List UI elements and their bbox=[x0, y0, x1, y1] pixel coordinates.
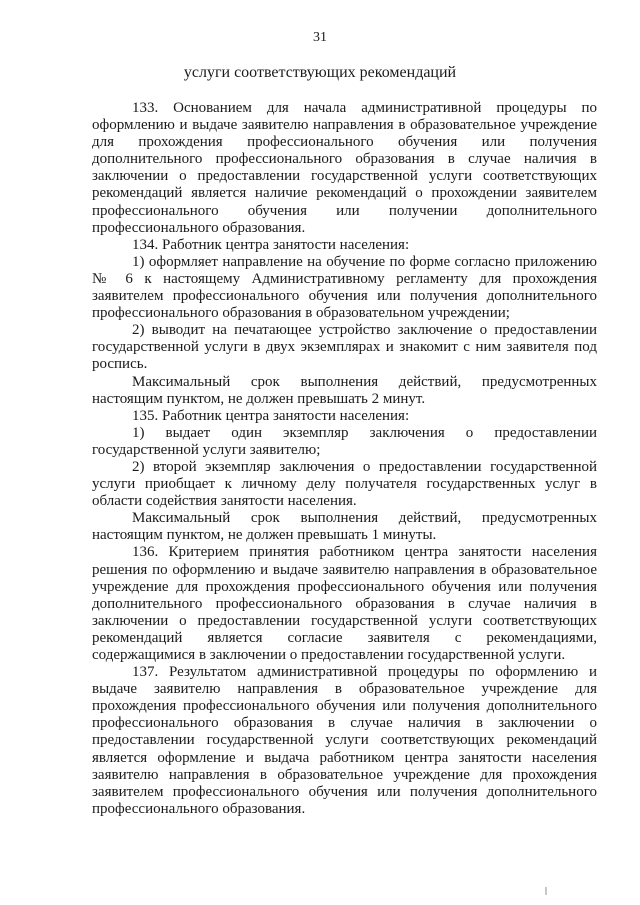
paragraph-135-item-1: 1) выдает один экземпляр заключения о предоставлении государственной услуги заявителю; bbox=[92, 424, 597, 458]
paragraph-135-time-limit: Максимальный срок выполнения действий, предусмотренных настоящим пунктом, не должен превышать 1 минуты. bbox=[92, 510, 597, 544]
paragraph-135-item-2: 2) второй экземпляр заключения о предоставлении государственной услуги приобщает к личному делу получателя государственных услуг в области содействия занятости населения. bbox=[92, 458, 597, 510]
paragraph-135: 135. Работник центра занятости населения: bbox=[132, 407, 410, 424]
paragraph-136: 136. Критерием принятия работником центра занятости населения решения по оформлению и выдаче заявителю направления в образовательное учреждение для прохождения профессионального обучения или получения дополнительного профессионального образования в случае наличия в заключении о предоставлении государственной услуги соответствующих рекомендаций является согласие заявителя с рекомендациями, содержащимися в заключении о предоставлении государственной услуги. bbox=[92, 544, 597, 663]
paragraph-134-item-2: 2) выводит на печатающее устройство заключение о предоставлении государственной услуги в двух экземплярах и знакомит с ним заявителя под роспись. bbox=[92, 322, 597, 373]
paragraph-133: 133. Основанием для начала административной процедуры по оформлению и выдаче заявителю направления в образовательное учреждение для прохождения профессионального обучения или получения дополнительного профессионального образования в случае наличия в заключении о предоставлении государственной услуги соответствующих рекомендаций является наличие рекомендаций о прохождении заявителем профессионального обучения или получении дополнительного профессионального образования. bbox=[92, 100, 597, 236]
paragraph-134-item-1: 1) оформляет направление на обучение по форме согласно приложению № 6 к настоящему Административному регламенту для прохождения заявителем профессионального обучения или получения дополнительного профессионального образования в образовательном учреждении; bbox=[92, 253, 597, 322]
continued-heading: услуги соответствующих рекомендаций bbox=[183, 64, 457, 81]
paragraph-137: 137. Результатом административной процедуры по оформлению и выдаче заявителю направления в образовательное учреждение для прохождения профессионального обучения или получения дополнительного профессионального образования в случае наличия в заключении о предоставлении государственной услуги соответствующих рекомендаций является оформление и выдача работником центра занятости населения заявителю направления в образовательное учреждение для прохождения заявителем профессионального обучения или получения дополнительного профессионального образования. bbox=[92, 664, 597, 817]
paragraph-134: 134. Работник центра занятости населения: bbox=[132, 236, 410, 253]
paragraph-134-time-limit: Максимальный срок выполнения действий, предусмотренных настоящим пунктом, не должен превышать 2 минут. bbox=[92, 373, 597, 407]
scan-artifact bbox=[545, 887, 547, 895]
page-number: 31 bbox=[313, 30, 327, 45]
document-body bbox=[92, 100, 597, 818]
